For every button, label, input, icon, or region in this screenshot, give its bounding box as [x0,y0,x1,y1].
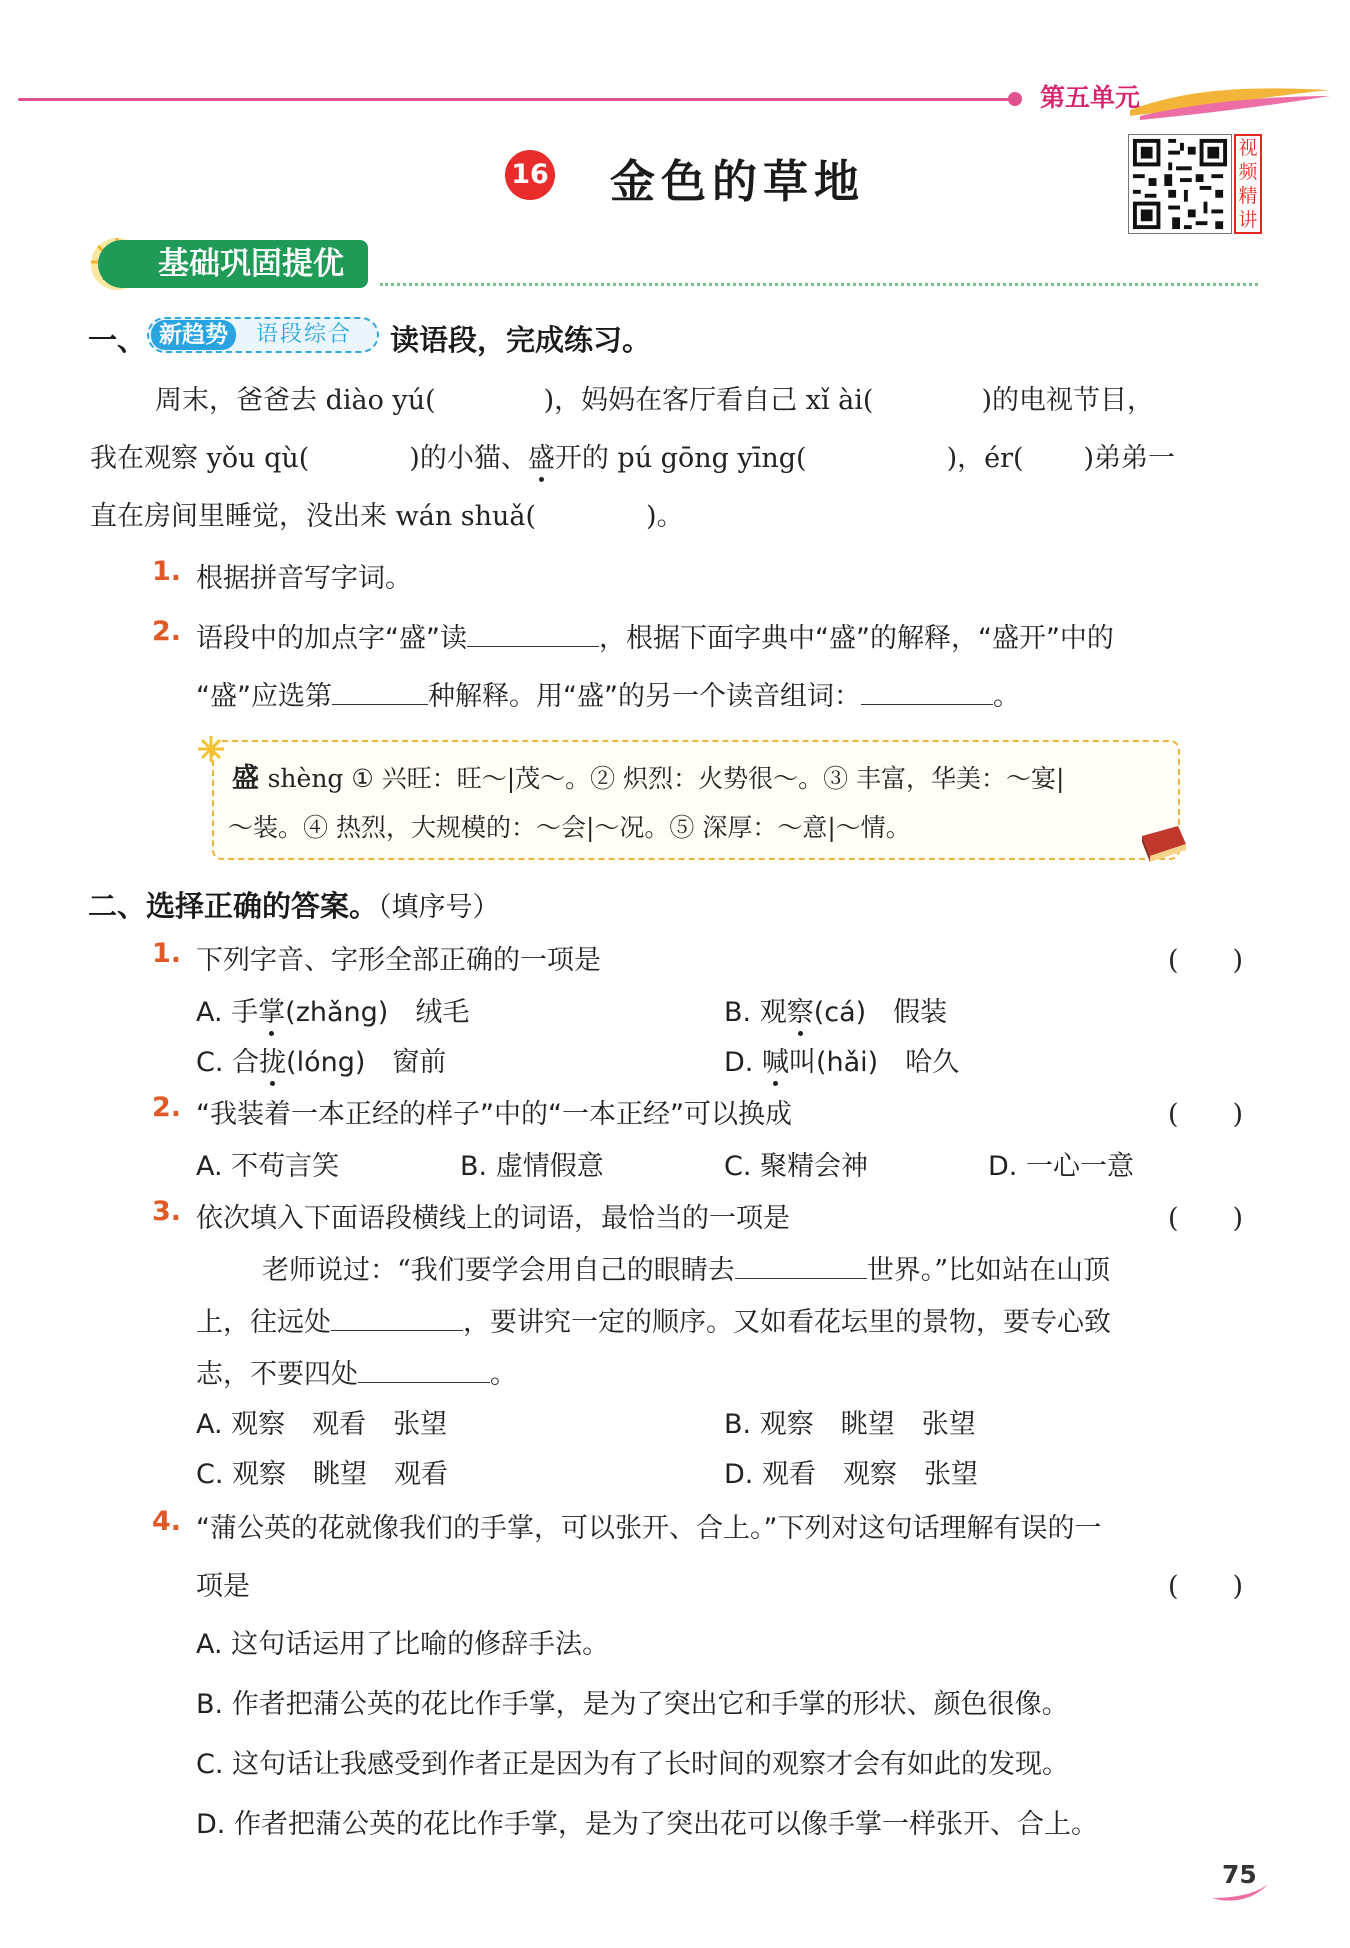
p2-q2-option-b[interactable]: B. 虚情假意 [460,1151,604,1182]
q1-number: 1. [152,556,182,587]
answer-paren[interactable]: ( ) [1168,1571,1244,1602]
page-number: 75 [1222,1860,1257,1889]
header-rule-dot [1008,92,1022,106]
answer-paren[interactable]: ( ) [1168,1099,1244,1130]
p2-q2-stem: “我装着一本正经的样子”中的“一本正经”可以换成 [196,1099,792,1130]
dictionary-line-1: 盛 shèng ① 兴旺：旺～|茂～。② 炽烈：火势很～。③ 丰富，华美：～宴| [232,763,1065,794]
p2-q4-option-b[interactable]: B. 作者把蒲公英的花比作手掌，是为了突出它和手掌的形状、颜色很像。 [196,1689,1069,1720]
p2-q1-number: 1. [152,938,182,969]
part1-title: 读语段，完成练习。 [390,323,652,357]
video-lecture-tag: 视频精讲 [1234,134,1262,234]
section-dotted-rule [380,283,1258,286]
book-icon [1138,822,1190,862]
p2-q1-option-c[interactable]: C. 合拢(lóng) 窗前 [196,1047,447,1078]
p2-q4-stem-1: “蒲公英的花就像我们的手掌，可以张开、合上。”下列对这句话理解有误的一 [196,1513,1102,1544]
dictionary-line-2: ～装。④ 热烈，大规模的：～会|～况。⑤ 深厚：～意|～情。 [228,813,911,842]
unit-label: 第五单元 [1040,83,1141,112]
part2-heading: 二、选择正确的答案。（填序号） [88,889,500,923]
p2-q4-option-a[interactable]: A. 这句话运用了比喻的修辞手法。 [196,1629,610,1660]
passage-line-3: 直在房间里睡觉，没出来 wán shuǎ( )。 [90,501,684,532]
passage-line-2: 我在观察 yǒu qù( )的小猫、盛开的 pú gōng yīng( )，ér( )弟弟一 [90,443,1176,474]
part1-index: 一、 [88,323,147,357]
lesson-title: 金色的草地 [610,155,866,208]
sparkle-icon [196,734,226,764]
p2-q2-option-a[interactable]: A. 不苟言笑 [196,1151,340,1182]
section-banner: 基础巩固提优 [98,240,368,288]
p2-q3-number: 3. [152,1196,182,1227]
p2-q2-option-d[interactable]: D. 一心一意 [988,1151,1134,1182]
answer-paren[interactable]: ( ) [1168,945,1244,976]
p2-q1-option-d[interactable]: D. 喊叫(hǎi) 哈久 [724,1047,960,1078]
passage-line-1: 周末，爸爸去 diào yú( )，妈妈在客厅看自己 xǐ ài( )的电视节目， [155,385,1154,416]
answer-paren[interactable]: ( ) [1168,1203,1244,1234]
header-rule [18,98,1018,101]
p2-q1-option-b[interactable]: B. 观察(cá) 假装 [724,997,948,1028]
answer-blank[interactable] [861,683,993,705]
page-swoosh-icon [1210,1880,1270,1904]
p2-q4-option-c[interactable]: C. 这句话让我感受到作者正是因为有了长时间的观察才会有如此的发现。 [196,1749,1070,1780]
q1-text: 根据拼音写字词。 [196,563,412,594]
q2-number: 2. [152,616,182,647]
p2-q2-number: 2. [152,1092,182,1123]
answer-blank[interactable] [467,625,599,647]
p2-q3-passage-2: 上，往远处 ，要讲究一定的顺序。又如看花坛里的景物，要专心致 [196,1307,1111,1338]
p2-q3-passage-3: 志，不要四处 。 [196,1359,517,1390]
p2-q3-option-b[interactable]: B. 观察 眺望 张望 [724,1409,976,1440]
p2-q1-option-a[interactable]: A. 手掌(zhǎng) 绒毛 [196,997,470,1028]
qr-code-icon[interactable] [1128,134,1232,234]
p2-q3-passage-1: 老师说过：“我们要学会用自己的眼睛去 世界。”比如站在山顶 [262,1255,1111,1286]
trend-badge-main: 新趋势 [151,320,236,350]
answer-blank[interactable] [332,683,428,705]
q2-line-2: “盛”应选第 种解释。用“盛”的另一个读音组词： 。 [196,681,1020,712]
p2-q3-option-a[interactable]: A. 观察 观看 张望 [196,1409,448,1440]
p2-q3-stem: 依次填入下面语段横线上的词语，最恰当的一项是 [196,1203,790,1234]
p2-q2-option-c[interactable]: C. 聚精会神 [724,1151,869,1182]
p2-q3-option-d[interactable]: D. 观看 观察 张望 [724,1459,978,1490]
p2-q1-stem: 下列字音、字形全部正确的一项是 [196,945,601,976]
lesson-number: 16 [505,150,555,200]
answer-blank[interactable] [331,1309,463,1331]
trend-badge-sub: 语段综合 [256,322,353,347]
p2-q4-number: 4. [152,1506,182,1537]
dotted-char-sheng: 盛 [527,443,555,474]
answer-blank[interactable] [735,1257,867,1279]
swoosh-decoration-icon [1130,82,1330,122]
q2-line-1: 语段中的加点字“盛”读 ，根据下面字典中“盛”的解释，“盛开”中的 [196,623,1114,654]
answer-blank[interactable] [358,1361,490,1383]
p2-q3-option-c[interactable]: C. 观察 眺望 观看 [196,1459,449,1490]
p2-q4-option-d[interactable]: D. 作者把蒲公英的花比作手掌，是为了突出花可以像手掌一样张开、合上。 [196,1809,1098,1840]
p2-q4-stem-2: 项是 [196,1571,250,1602]
